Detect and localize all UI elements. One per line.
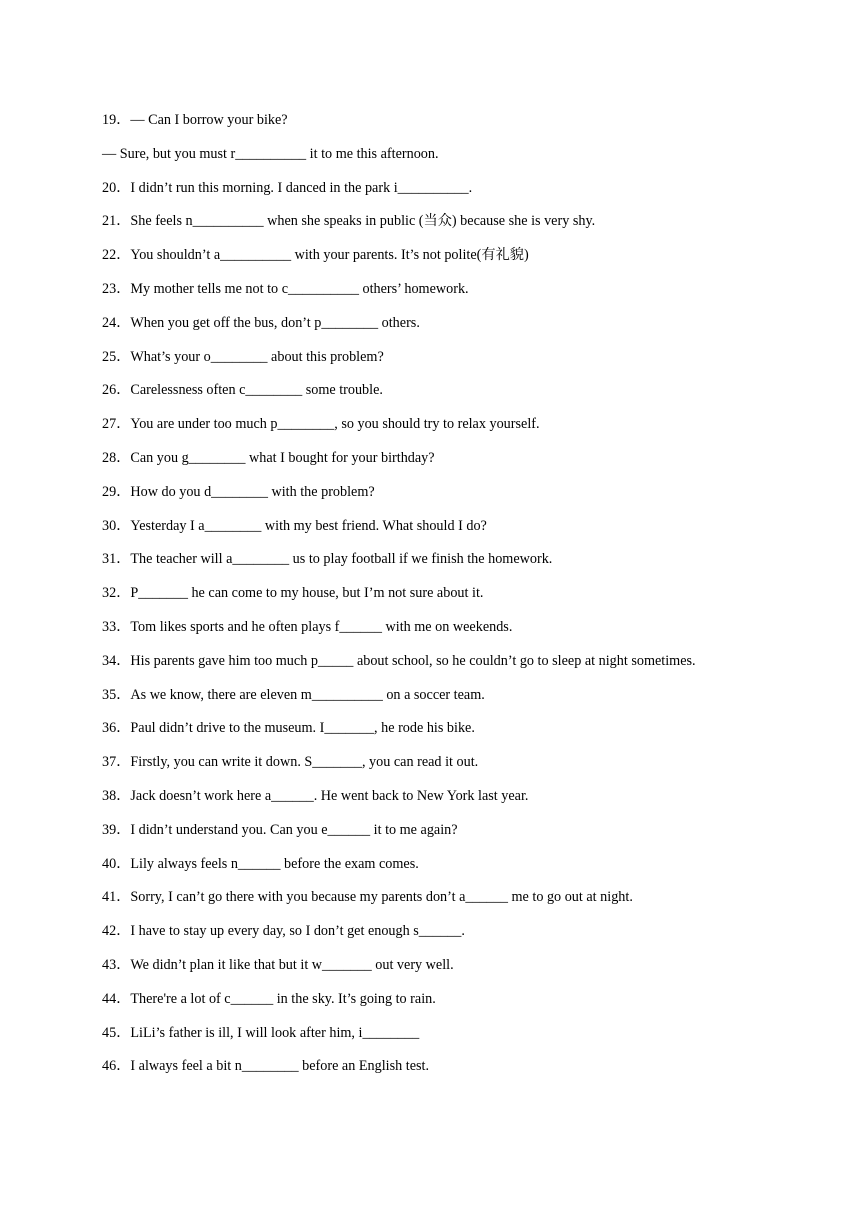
question-19: 19．— Can I borrow your bike? xyxy=(102,112,288,128)
question-38: 38．Jack doesn’t work here a______. He went back to New York last year. xyxy=(102,787,529,804)
question-31: 31．The teacher will a________ us to play football if we finish the homework. xyxy=(102,551,553,568)
question-34: 34．His parents gave him too much p_____ about school, so he couldn’t go to sleep at night sometimes. xyxy=(102,652,696,669)
question-45: 45．LiLi’s father is ill, I will look after him, i________ xyxy=(102,1024,420,1041)
question-44: 44．There're a lot of c______ in the sky. It’s going to rain. xyxy=(102,990,436,1007)
question-22: 22．You shouldn’t a__________ with your parents. It’s not polite(有礼貌) xyxy=(102,247,529,264)
question-24: 24．When you get off the bus, don’t p________ others. xyxy=(102,314,420,331)
question-21: 21．She feels n__________ when she speaks in public (当众) because she is very shy. xyxy=(102,213,596,230)
question-25: 25．What’s your o________ about this problem? xyxy=(102,348,384,365)
question-26: 26．Carelessness often c________ some trouble. xyxy=(102,382,383,399)
question-30: 30．Yesterday I a________ with my best friend. What should I do? xyxy=(102,517,487,534)
question-37: 37．Firstly, you can write it down. S_______, you can read it out. xyxy=(102,754,479,771)
question-39: 39．I didn’t understand you. Can you e______ it to me again? xyxy=(102,821,458,838)
question-28: 28．Can you g________ what I bought for your birthday? xyxy=(102,449,435,466)
question-29: 29．How do you d________ with the problem? xyxy=(102,483,375,500)
question-27: 27．You are under too much p________, so you should try to relax yourself. xyxy=(102,416,540,433)
question-list xyxy=(102,108,822,1088)
question-41: 41．Sorry, I can’t go there with you because my parents don’t a______ me to go out at night. xyxy=(102,889,633,906)
question-32: 32．P_______ he can come to my house, but I’m not sure about it. xyxy=(102,585,484,602)
question-36: 36．Paul didn’t drive to the museum. I_______, he rode his bike. xyxy=(102,720,475,737)
question-23: 23．My mother tells me not to c__________ others’ homework. xyxy=(102,280,469,297)
question-33: 33．Tom likes sports and he often plays f______ with me on weekends. xyxy=(102,618,513,635)
question-46: 46．I always feel a bit n________ before an English test. xyxy=(102,1058,430,1075)
question-43: 43．We didn’t plan it like that but it w_______ out very well. xyxy=(102,956,454,973)
question-40: 40．Lily always feels n______ before the exam comes. xyxy=(102,855,419,872)
question-20: 20．I didn’t run this morning. I danced in the park i__________. xyxy=(102,179,473,196)
question-42: 42．I have to stay up every day, so I don’t get enough s______. xyxy=(102,923,465,940)
question-19-reply: — Sure, but you must r__________ it to me this afternoon. xyxy=(102,145,439,162)
question-35: 35．As we know, there are eleven m__________ on a soccer team. xyxy=(102,686,485,703)
